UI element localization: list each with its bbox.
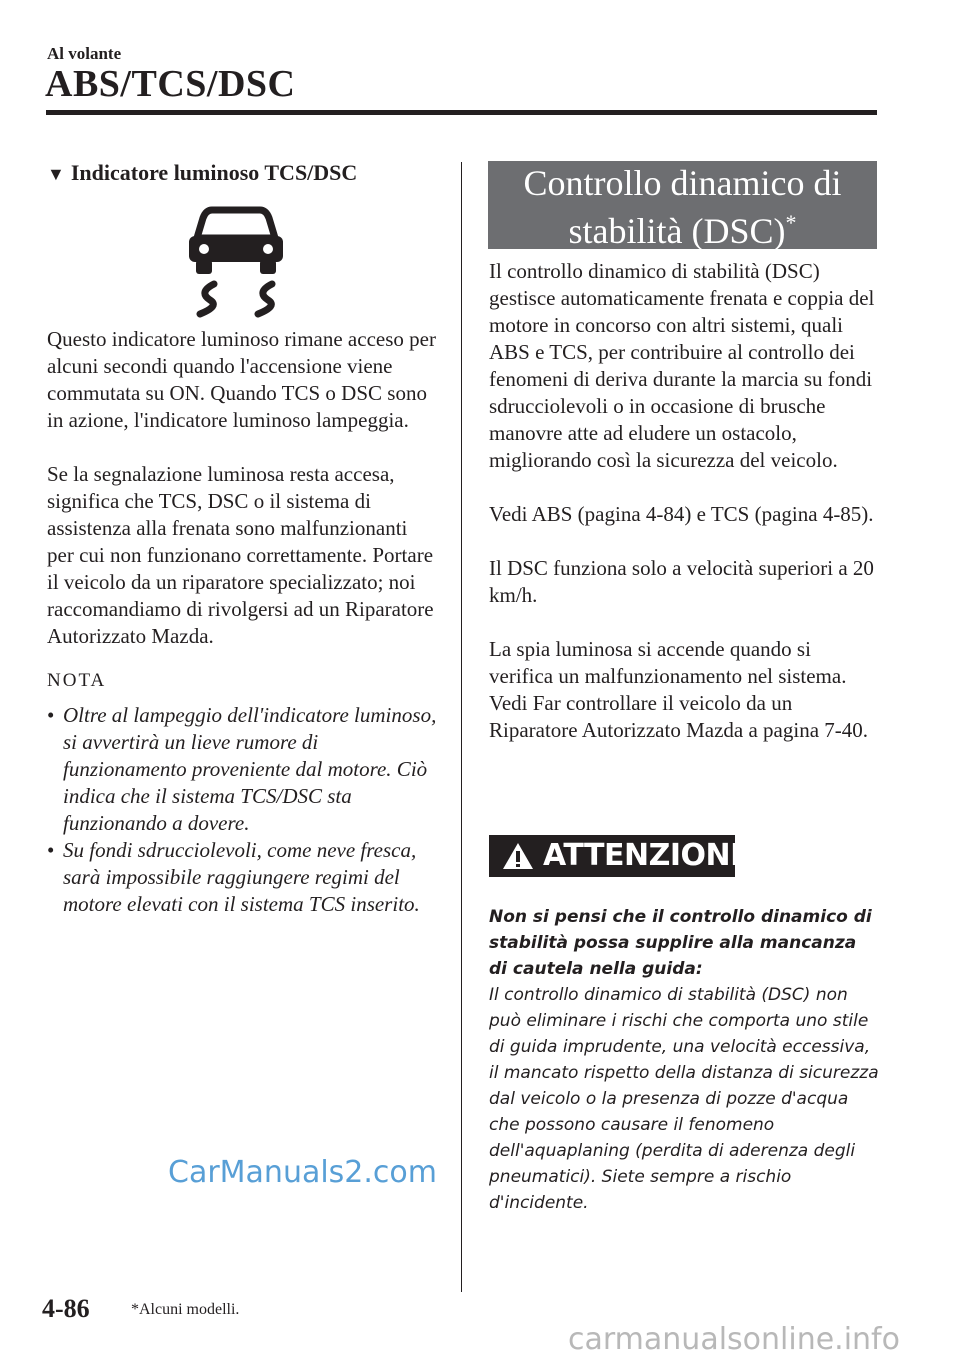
warning-body-text: Il controllo dinamico di stabilità (DSC) non può eliminare i rischi che comporta uno stile di guida imprudente, una velocità eccessiva, il mancato rispetto della distanza di sicurezza dal veicolo o la presenza di pozze d'acqua che possono causare il fenomeno dell'aquaplaning (perdita di aderenza degli pneumatici). Siete sempre a rischio d'incidente. <box>489 985 879 1213</box>
header-rule <box>46 110 877 115</box>
banner-line-2 <box>488 203 877 251</box>
left-paragraph-1: Questo indicatore luminoso rimane acceso per alcuni secondi quando l'accensione viene commutata su ON. Quando TCS o DSC sono in azione, l'indicatore luminoso lampeggia. <box>47 327 436 432</box>
subheading <box>47 160 437 186</box>
bullet-icon: • <box>47 703 55 727</box>
bullet-icon: • <box>47 838 55 862</box>
triangle-down-icon: ▼ <box>47 164 65 184</box>
nota-item-text: Oltre al lampeggio dell'indicatore luminoso, si avvertirà un lieve rumore di funzionamento proveniente dal motore. Ciò indica che il sistema TCS/DSC sta funzionando a dovere. <box>63 703 437 835</box>
warning-label-box <box>489 835 751 877</box>
nota-item <box>47 837 437 918</box>
watermark: CarManuals2.com <box>168 1155 438 1190</box>
right-text <box>489 258 879 771</box>
nota-item <box>47 702 437 837</box>
right-paragraph-2: Vedi ABS (pagina 4-84) e TCS (pagina 4-85). <box>489 502 874 526</box>
right-paragraph-3: Il DSC funziona solo a velocità superiori a 20 km/h. <box>489 556 874 607</box>
site-watermark: carmanualsonline.info <box>568 1322 900 1357</box>
left-text <box>47 326 437 918</box>
warning-triangle-icon <box>501 841 535 871</box>
page-number: 4-86 <box>42 1294 90 1323</box>
nota-list <box>47 702 437 918</box>
warning-bold-text: Non si pensi che il controllo dinamico di stabilità possa supplire alla mancanza di cautela nella guida: <box>489 907 872 979</box>
right-paragraph-4: La spia luminosa si accende quando si verifica un malfunzionamento nel sistema. Vedi Far controllare il veicolo da un Riparatore Autorizzato Mazda a pagina 7-40. <box>489 637 869 742</box>
right-paragraph-1: Il controllo dinamico di stabilità (DSC) gestisce automaticamente frenata e coppia del motore in concorso con altri sistemi, quali ABS e TCS, per contribuire al controllo dei fenomeni di deriva durante la marcia su fondi sdrucciolevoli o in occasione di brusche manovre atte ad eludere un ostacolo, migliorando così la sicurezza del veicolo. <box>489 259 875 472</box>
subheading-text: Indicatore luminoso TCS/DSC <box>70 160 358 185</box>
tcs-dsc-skid-icon <box>186 202 286 318</box>
banner-line-2-text: stabilità (DSC) <box>568 211 786 251</box>
dsc-banner <box>488 161 877 249</box>
banner-line-1: Controllo dinamico di <box>523 163 842 203</box>
banner-star: * <box>785 210 797 235</box>
warning-text <box>489 904 879 1216</box>
section-title: ABS/TCS/DSC <box>45 63 296 105</box>
nota-item-text: Su fondi sdrucciolevoli, come neve fresca, sarà impossibile raggiungere regimi del motore elevati con il sistema TCS inserito. <box>63 838 420 916</box>
warning-label: ATTENZIONE <box>543 838 751 873</box>
left-paragraph-2: Se la segnalazione luminosa resta accesa, significa che TCS, DSC o il sistema di assistenza alla frenata sono malfunzionanti per cui non funzionano correttamente. Portare il veicolo da un riparatore specializzato; noi raccomandiamo di rivolgersi ad un Riparatore Autorizzato Mazda. <box>47 462 434 648</box>
nota-title: NOTA <box>47 670 107 691</box>
section-label: Al volante <box>47 44 122 63</box>
column-divider <box>461 162 462 1292</box>
footnote: *Alcuni modelli. <box>131 1301 240 1318</box>
